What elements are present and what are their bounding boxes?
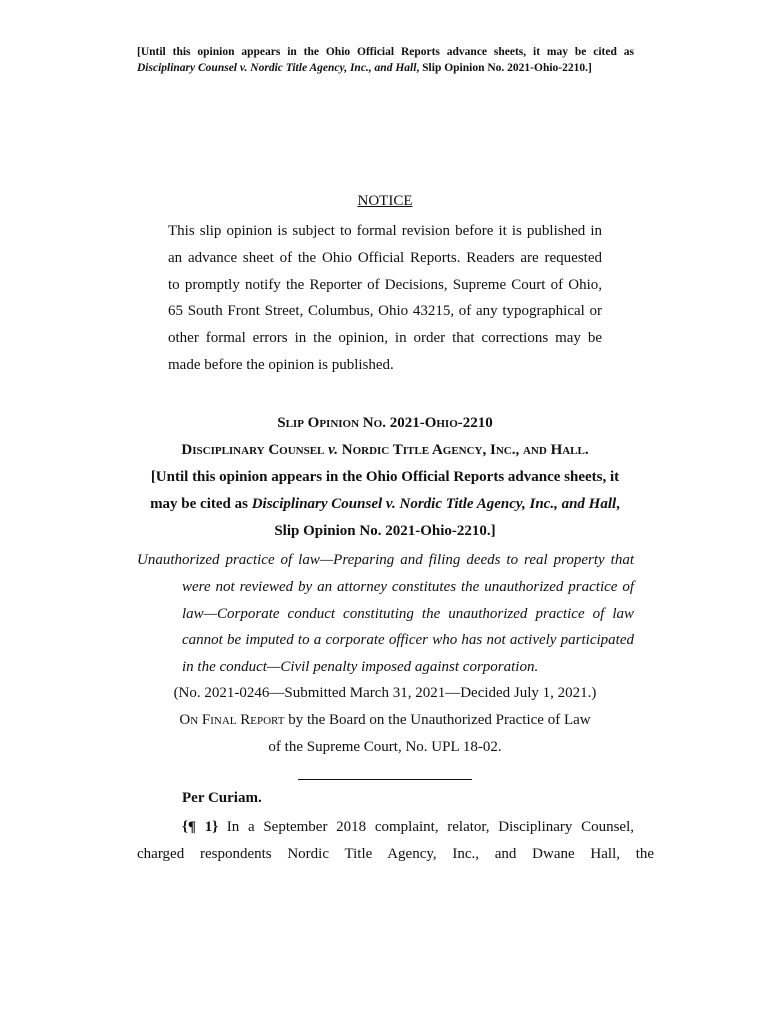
notice-title: NOTICE [357,193,413,209]
syllabus [137,547,634,681]
notice-line: 65 South Front Street, Columbus, Ohio 43215, of any typographical or [168,303,602,320]
report-prefix: On Final Report [179,712,285,728]
paragraph-marker: {¶ 1} [182,819,219,835]
case-title [0,442,770,459]
syllabus-line: law—Corporate conduct constituting the unauthorized practice of law [182,605,634,622]
header-note-case-name: Disciplinary Counsel v. Nordic Title Agency, Inc., and Hall [137,62,417,74]
cite-prefix: may be cited as [150,496,248,512]
cite-instruction-line-2 [0,496,770,513]
notice-line: made before the opinion is published. [168,356,394,373]
syllabus-line: in the conduct—Civil penalty imposed against corporation. [182,659,539,676]
notice-line: This slip opinion is subject to formal revision before it is published in [168,223,602,239]
header-note-prefix: [Until this opinion appears in the Ohio Official Reports advance sheets, it may be cited as [137,46,634,58]
docket-line: (No. 2021-0246—Submitted March 31, 2021—Decided July 1, 2021.) [173,685,597,701]
notice-line: other formal errors in the opinion, in order that corrections may be [168,330,602,347]
paragraph-line [137,814,634,841]
syllabus-line: were not reviewed by an attorney constitutes the unauthorized practice of [182,578,634,595]
cite-suffix: , [616,496,620,512]
slip-opinion-number: Slip Opinion No. 2021-Ohio-2210 [277,415,493,431]
cite-instruction-line-3: Slip Opinion No. 2021-Ohio-2210.] [274,523,496,539]
case-title-relator: Disciplinary Counsel [181,442,325,458]
syllabus-line: Unauthorized practice of law—Preparing and filing deeds to real property that [137,552,634,568]
section-divider [298,779,472,780]
report-line-2: of the Supreme Court, No. UPL 18-02. [268,739,502,755]
per-curiam-heading: Per Curiam. [182,790,262,806]
notice-line: to promptly notify the Reporter of Decisions, Supreme Court of Ohio, [168,276,602,293]
report-line-1 [0,712,770,729]
cite-case-name: Disciplinary Counsel v. Nordic Title Agency, Inc., and Hall [251,496,617,512]
paragraph-1 [137,814,655,868]
report-suffix: by the Board on the Unauthorized Practice of Law [284,712,591,728]
case-title-respondents: Nordic Title Agency, Inc., and Hall. [341,442,589,458]
notice-body [168,218,602,379]
notice-line: an advance sheet of the Ohio Official Reports. Readers are requested [168,249,602,266]
case-title-versus: v. [328,442,338,458]
paragraph-line: charged respondents Nordic Title Agency, Inc., and Dwane Hall, the [137,846,655,862]
cite-instruction-line-1: [Until this opinion appears in the Ohio Official Reports advance sheets, it [150,469,620,485]
citation-header-note [137,44,634,76]
syllabus-line: cannot be imputed to a corporate officer who has not actively participated [182,632,634,649]
header-note-suffix: , Slip Opinion No. 2021-Ohio-2210.] [416,62,592,74]
paragraph-text: In a September 2018 complaint, relator, Disciplinary Counsel, [218,819,634,835]
